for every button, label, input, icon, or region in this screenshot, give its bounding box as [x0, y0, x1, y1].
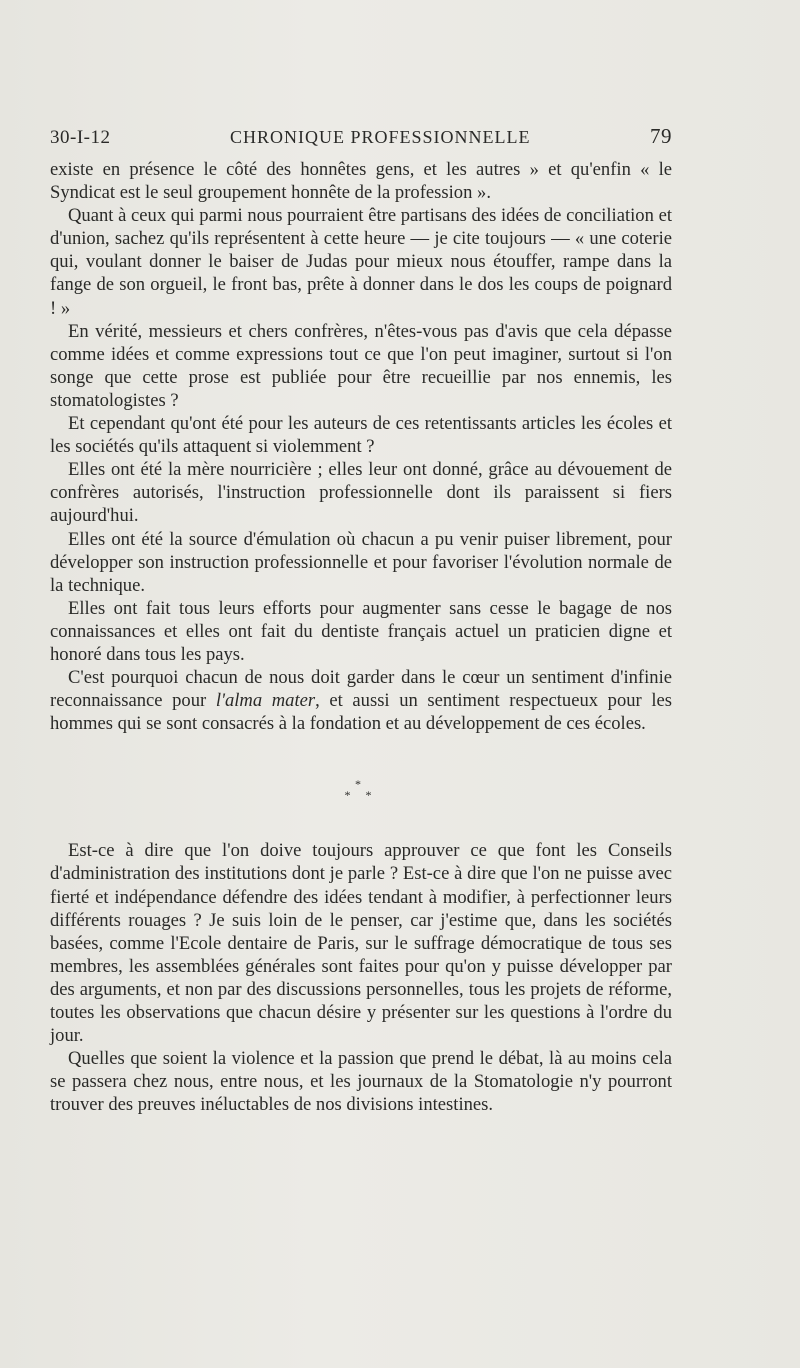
- alma-after: , et aussi un sentiment respectueux pour les hommes qui se sont consacrés à la fondation et au développement de ces écoles.: [50, 690, 673, 735]
- paragraph-8: [50, 666, 672, 735]
- paragraph-1: existe en présence le côté des honnêtes gens, et les autres » et qu'enfin « le Syndicat est le seul groupement honnête de la profession ».: [50, 159, 672, 204]
- alma-before: C'est pourquoi chacun de nous doit garder dans le cœur un sentiment d'infinie reconnaissance pour: [50, 667, 672, 712]
- paragraph-9: Est-ce à dire que l'on doive toujours approuver ce que font les Conseils d'administration des institutions dont je parle ? Est-ce à dire que l'on ne puisse avec fierté et indépendance défendre des idées tendant à modifier, à perfectionner leurs différents rouages ? Je suis loin de le penser, car j'estime que, dans les sociétés basées, comme l'Ecole dentaire de Paris, sur le suffrage démocratique de tous ses membres, les assemblées générales sont faites pour qu'on y puisse développer par des arguments, et non par des discussions personnelles, tous les projets de réforme, toutes les observations que chacun désire y présenter sur les questions à l'ordre du jour.: [50, 840, 672, 1047]
- asterism-separator: [50, 779, 672, 801]
- paragraph-3: En vérité, messieurs et chers confrères, n'êtes-vous pas d'avis que cela dépasse comme idées et comme expressions tout ce que l'on peut imaginer, surtout si l'on songe que cette prose est publiée pour être recueillie par nos ennemis, les stomatologistes ?: [50, 320, 672, 411]
- paragraph-7: Elles ont fait tous leurs efforts pour augmenter sans cesse le bagage de nos connaissances et elles ont fait du dentiste français actuel un praticien digne et honoré dans tous les pays.: [50, 597, 672, 665]
- paragraph-6: Elles ont été la source d'émulation où chacun a pu venir puiser librement, pour développer son instruction professionnelle et pour favoriser l'évolution normale de la technique.: [50, 528, 672, 596]
- alma-italic: l'alma mater: [215, 690, 316, 712]
- paragraph-5: Elles ont été la mère nourricière ; elles leur ont donné, grâce au dévouement de confrères autorisés, l'instruction professionnelle dont ils paraissent si fiers aujourd'hui.: [50, 459, 672, 527]
- section-two: [50, 839, 672, 1116]
- paragraph-2: Quant à ceux qui parmi nous pourraient être partisans des idées de conciliation et d'union, sachez qu'ils représentent à cette heure — je cite toujours — « une coterie qui, voulant donner le baiser de Judas pour mieux nous étouffer, rampe dans la fange de son orgueil, le front bas, prête à donner dans le dos les coups de poignard ! »: [50, 205, 672, 319]
- page-number: 79: [650, 124, 672, 148]
- running-header: [50, 124, 672, 149]
- header-date: 30-I-12: [50, 127, 111, 148]
- page-body: [50, 158, 672, 1116]
- paragraph-10: Quelles que soient la violence et la passion que prend le débat, là au moins cela se passera chez nous, entre nous, et les journaux de la Stomatologie n'y pourront trouver des preuves inéluctables de nos divisions intestines.: [50, 1048, 672, 1116]
- asterism-top: *: [355, 777, 367, 792]
- asterism-bottom: * *: [344, 788, 378, 803]
- paragraph-4: Et cependant qu'ont été pour les auteurs de ces retentissants articles les écoles et les sociétés qu'ils attaquent si violemment ?: [50, 413, 672, 458]
- header-title: CHRONIQUE PROFESSIONNELLE: [229, 127, 531, 147]
